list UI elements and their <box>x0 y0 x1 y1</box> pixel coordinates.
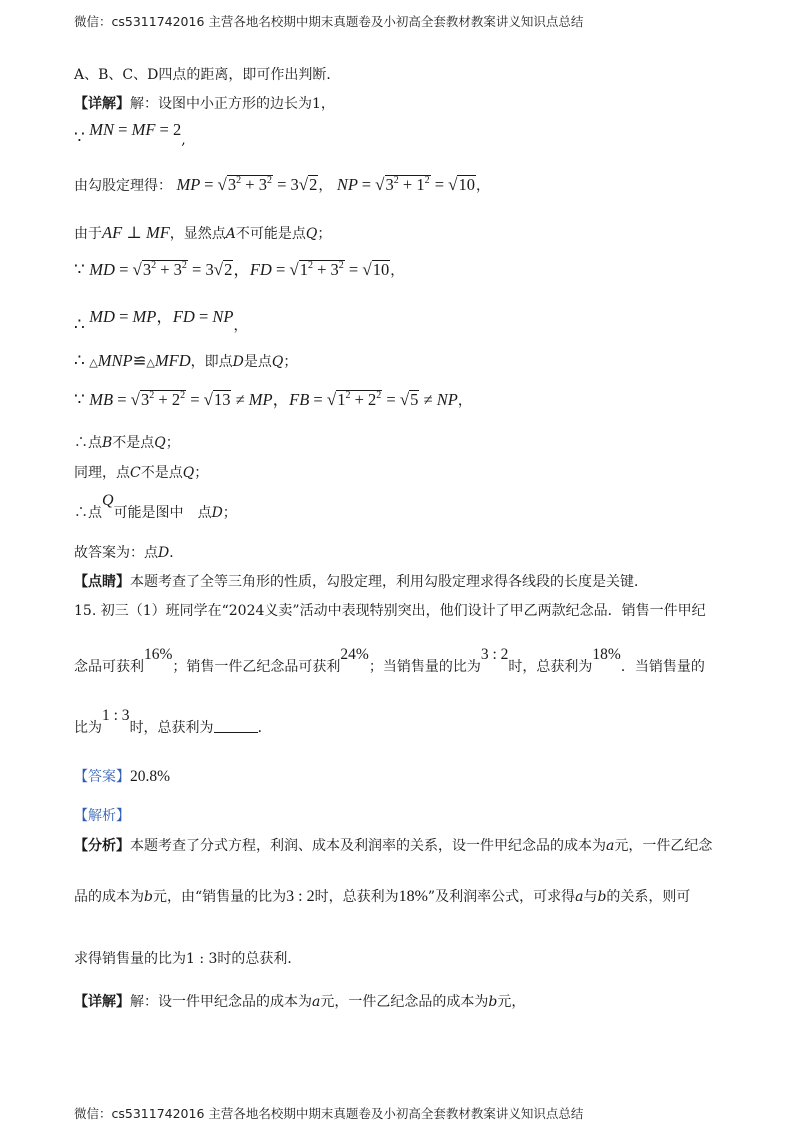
answer-value: 20.8% <box>130 768 171 785</box>
text: 时，总获利为 <box>314 889 399 905</box>
text: 元， <box>497 994 526 1010</box>
point-label: Q <box>154 435 166 451</box>
therefore-symbol: ∴ <box>74 315 85 335</box>
text: ； <box>165 435 180 451</box>
formula: △MNP≌△MFD <box>89 351 191 370</box>
point-label: A <box>225 226 236 242</box>
text: 时，总获利为 <box>508 659 593 675</box>
text-line-11 <box>74 462 208 482</box>
text: 不是点 <box>112 435 155 451</box>
analysis-sub-tag: 【分析】 <box>74 838 130 854</box>
formula: NP = $√3^2 + 1^2 = √10$ <box>336 175 475 194</box>
ratio-value: 3 : 2 <box>286 888 315 905</box>
formula-line-6 <box>74 351 297 371</box>
analysis-tag: 【解析】 <box>74 808 130 824</box>
answer-tag: 【答案】 <box>74 769 130 785</box>
variable: b <box>144 889 153 905</box>
therefore-symbol: ∴ <box>74 351 85 371</box>
text-line-13 <box>74 542 183 562</box>
text: ． <box>257 720 272 736</box>
because-symbol: ∵ <box>74 128 85 148</box>
variable: a <box>312 994 321 1010</box>
text: 时，总获利为 <box>129 720 214 736</box>
text: 点 <box>197 505 212 521</box>
analysis-line-1 <box>74 835 712 855</box>
formula: MN = MF = 2 <box>89 120 182 139</box>
variable: b <box>597 889 607 905</box>
variable: b <box>488 994 498 1010</box>
formula: AF ⊥ MF <box>102 223 170 242</box>
text: ； <box>194 465 209 481</box>
text: 故答案为：点 <box>74 545 158 561</box>
formula: MD = $√3^2 + 3^2 = 3√2$，FD = $√1^2 + 3^2 = √10$ <box>89 260 390 279</box>
percent-value: 18% <box>398 888 428 905</box>
text: 与 <box>583 889 598 905</box>
detail-line <box>74 93 335 113</box>
formula-line-4: ∵ MD = $√3^2 + 3^2 = 3√2$，FD = $√1^2 + 3^2 = √10$， <box>74 260 405 280</box>
point-label: Q <box>305 226 318 242</box>
point-label: D <box>158 545 170 561</box>
text: 元，一件乙纪念品的成本为 <box>320 994 489 1010</box>
formula: MP = $√3^2 + 3^2 = 3√2$ <box>176 175 318 194</box>
text-line-12 <box>74 492 237 522</box>
because-symbol: ∵ <box>74 390 85 410</box>
text: 由勾股定理得： <box>74 178 172 194</box>
question-15-line-3 <box>74 707 272 737</box>
text-line-10 <box>74 432 180 452</box>
text: 可能是图中 <box>113 505 184 521</box>
question-text: 15. 初三（1）班同学在“2024义卖”活动中表现特别突出，他们设计了甲乙两款纪念品．销售一件甲纪 <box>74 603 706 619</box>
text: 不可能是点 <box>235 226 306 242</box>
text: 元，由“销售量的比为 <box>152 889 287 905</box>
variable: a <box>606 838 615 854</box>
text: 的关系，则可 <box>606 889 691 905</box>
text: A、B、C、D四点的距离，即可作出判断． <box>74 67 341 83</box>
text: 解：设一件甲纪念品的成本为 <box>130 994 312 1010</box>
text: ”及利润率公式，可求得 <box>427 889 576 905</box>
text: ；当销售量的比为 <box>368 659 481 675</box>
text: 本题考查了分式方程，利润、成本及利润率的关系，设一件甲纪念品的成本为 <box>130 838 606 854</box>
formula: MB = $√3^2 + 2^2 = √13$ ≠ MP，FB = $√1^2 + 2^2 = √5$ ≠ NP <box>89 390 458 409</box>
answer-blank <box>214 720 258 733</box>
text: ； <box>317 226 332 242</box>
comment-line <box>74 571 648 591</box>
detail-line-2 <box>74 991 525 1011</box>
variable: a <box>575 889 584 905</box>
text: ，即点 <box>190 354 233 370</box>
formula-line-1: ∵ MN = MF = 2, <box>74 120 186 148</box>
text: 由于 <box>74 226 102 242</box>
point-label: Q <box>182 465 195 481</box>
formula-line-5: ∴ MD = MP，FD = NP， <box>74 307 248 335</box>
therefore-symbol: ∴ <box>74 435 88 451</box>
question-15-line-1 <box>74 600 706 620</box>
point-label: D <box>211 505 223 521</box>
text: 解：设图中小正方形的边长为1， <box>130 96 335 112</box>
text: ．当销售量的 <box>620 659 705 675</box>
point-label: C <box>130 465 141 481</box>
formula: MD = MP，FD = NP <box>89 307 234 326</box>
formula-line-3 <box>74 223 331 243</box>
analysis-heading <box>74 805 130 825</box>
text: 元，一件乙纪念 <box>614 838 713 854</box>
text: 同理，点 <box>74 465 130 481</box>
text: 不是点 <box>140 465 183 481</box>
because-symbol: ∵ <box>74 260 85 280</box>
text: 比为 <box>74 720 102 736</box>
text: ； <box>283 354 298 370</box>
formula-line-2: 由勾股定理得： MP = $√3^2 + 3^2 = 3√2$， NP = $√3^2 + 1^2 = √10$， <box>74 175 490 194</box>
page-footer: 微信：cs5311742016 主营各地名校期中期末真题卷及小初高全套教材教案讲义知识点总结 <box>74 1106 584 1121</box>
analysis-line-2 <box>74 886 690 906</box>
answer-line <box>74 766 170 786</box>
detail-tag: 【详解】 <box>74 994 130 1010</box>
text: 点 <box>88 505 102 521</box>
formula-line-7: ∵ MB = $√3^2 + 2^2 = √13$ ≠ MP，FB = $√1^2 + 2^2 = √5$ ≠ NP， <box>74 390 472 410</box>
question-15-line-2 <box>74 646 705 676</box>
point-label: B <box>102 435 113 451</box>
point-label: D <box>232 354 244 370</box>
text: 是点 <box>243 354 272 370</box>
point-label: Q <box>271 354 284 370</box>
text: 求得销售量的比为1 : 3时的总获利． <box>74 951 302 967</box>
therefore-symbol: ∴ <box>74 505 88 521</box>
comment-tag: 【点睛】 <box>74 574 130 590</box>
ratio-value: 1 : 3 <box>102 707 130 724</box>
point-label: Q <box>102 492 114 509</box>
analysis-line-3 <box>74 948 301 968</box>
text: ； <box>222 505 237 521</box>
percent-value: 24% <box>340 646 369 663</box>
text-line-1 <box>74 64 340 84</box>
text: 本题考查了全等三角形的性质，勾股定理，利用勾股定理求得各线段的长度是关键． <box>130 574 648 590</box>
text: 品的成本为 <box>74 889 144 905</box>
text: 念品可获利 <box>74 659 144 675</box>
detail-tag: 【详解】 <box>74 96 130 112</box>
text: ，显然点 <box>169 226 226 242</box>
text: ． <box>169 545 184 561</box>
text: ；销售一件乙纪念品可获利 <box>172 659 341 675</box>
percent-value: 16% <box>144 646 173 663</box>
percent-value: 18% <box>592 646 621 663</box>
text: 点 <box>88 435 102 451</box>
ratio-value: 3 : 2 <box>480 646 509 663</box>
page-header: 微信：cs5311742016 主营各地名校期中期末真题卷及小初高全套教材教案讲义知识点总结 <box>74 14 584 29</box>
